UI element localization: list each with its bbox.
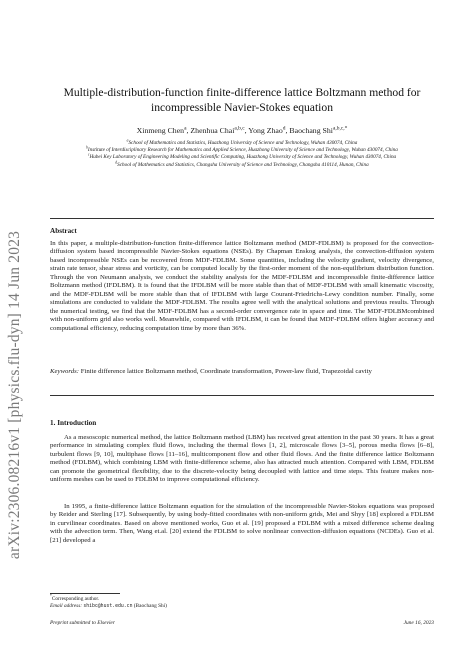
affiliation [50,154,434,161]
author-affiliation-mark: a,b,c [234,125,245,132]
arxiv-sidebar-stamp [2,160,28,630]
footer-left: Preprint submitted to Elsevier [50,620,115,626]
affiliation-mark: a [126,138,129,143]
affiliation-list [50,140,434,169]
footnotes [50,596,167,610]
author-list: Xinmeng Chen$^a$, Zhenhua Chai$^{a,b,c}$, Yong Zhao$^d$, Baochang Shi$^{a,b,c,*}$ [136,125,348,135]
keywords-text: Finite difference lattice Boltzmann method, Coordinate transformation, Power-law fluid, Trapezoidal cavity [80,368,372,375]
email-label: Email address: [50,603,83,609]
author-affiliation-mark: a [184,125,187,132]
abstract-text: In this paper, a multiple-distribution-function finite-difference lattice Boltzmann method (MDF-FDLBM) is proposed for the convection-diffusion system based incompressible Navier-Stokes equations (NSEs). By Chapman Enskog analysis, the convection-diffusion system based incompressible NSEs can be recovered from MDF-FDLBM. Some quantities, including the velocity gradient, velocity divergence, strain rate tensor, shear stress and vorticity, can be computed locally by the first-order moment of the non-equilibrium distribution function. Through the von Neumann analysis, we conduct the stability analysis for the MDF-FDLBM and incompressible finite-difference lattice Boltzmann method (IFDLBM). It is found that the IFDLBM will be more stable than that of MDF-FDLBM with small kinematic viscosity, and the MDF-FDLBM will be more stable than that of IFDLBM with large Courant-Friedrichs-Lewy condition number. Finally, some simulations are conducted to validate the MDF-FDLBM. The results agree well with the analytical solutions and previous results. Through the numerical testing, we find that the MDF-FDLBM has a second-order convergence rate in space and time. The MDF-FDLBMcombined with non-uniform grid also works well. Meanwhile, compared with IFDLBM, it can be found that MDF-FDLBM offers higher accuracy and computational efficiency, reducing computation time by more than 36%. [50,240,434,332]
affiliation-text: School of Mathematics and Statistics, Changsha University of Science and Technology, Changsha 410114, Hunan, China [117,161,369,168]
author-name: Xinmeng Chen [136,126,185,135]
intro-paragraph: In 1995, a finite-difference lattice Boltzmann equation for the simulation of the incompressible Navier-Stokes equations was proposed by Reider and Sterling [17]. Subsequently, by using body-fitted coordinates with non-uniform grids, Mei and Shyy [18] explored a FDLBM in curvilinear coordinates. Based on above mentioned works, Guo et al. [19] proposed a FDLBM with a mixed difference scheme dealing with the advection term. Then, Wang et.al. [20] extend the FDLBM to solve nonlinear convection-diffusion equations (NCDEs). Guo et al. [21] developed a [50,503,434,544]
page-footer [50,620,434,626]
keywords [50,368,434,376]
arxiv-identifier: arXiv:2306.08216v1 [physics.flu-dyn] 14 Jun 2023 [6,230,23,560]
affiliation-text: Institute of Interdisciplinary Research for Mathematics and Applied Science, Huazhong University of Science and Technology, Wuhan 430074, China [87,147,398,154]
abstract-top-rule [50,218,434,219]
affiliation-mark: c [87,152,90,157]
author-name: Yong Zhao [248,126,283,135]
author-name: Baochang Shi [289,126,333,135]
corresponding-author-text: Corresponding author. [51,596,100,602]
affiliation [50,159,434,169]
section-heading-introduction: 1. Introduction [50,419,97,427]
author-affiliation-mark: d [282,125,286,132]
affiliation-text: School of Mathematics and Statistics, Huazhong University of Science and Technology, Wuhan 430074, China [128,140,358,146]
email-note [50,603,167,610]
paper-title: Multiple-distribution-function finite-difference lattice Boltzmann method for incompressible Navier-Stokes equation [63,86,421,114]
affiliation-text: Hubei Key Laboratory of Engineering Modeling and Scientific Computing, Huazhong University of Science and Technology, Wuhan 430074, China [89,154,397,161]
email-owner: (Baochang Shi) [133,603,167,609]
affiliation-mark: d [115,159,118,164]
author-affiliation-mark: a,b,c,* [332,125,348,132]
footnote-rule [50,593,120,594]
abstract-heading: Abstract [50,227,77,235]
footer-date: June 16, 2023 [403,620,434,626]
author-name: Zhenhua Chai [190,126,235,135]
keywords-label: Keywords: [50,368,79,375]
intro-paragraph: As a mesoscopic numerical method, the lattice Boltzmann method (LBM) has received great attention in the past 30 years. It has a great performance in simulating complex fluid flows, including the thermal flows [1, 2], microscale flows [3–5], porous media flows [6–8], turbulent flows [9, 10], multiphase flows [11–16], multicomponent flow and other fluid flows. And the finite difference lattice Boltzmann method (FDLBM), which combining LBM with finite-difference scheme, also has attracted much attention. Compared with LBM, FDLBM can promote the geometrical flexibility, due to the discrete-velocity being decoupled with lattice and time steps. This feature makes non-uniform meshes can be used to FDLBM to improve computational efficiency. [50,434,434,484]
affiliation-mark: b [86,145,88,150]
abstract-bottom-rule [50,395,434,396]
corresponding-author-note: *Corresponding author. [50,594,100,602]
email-address[interactable]: shibc@hust.edu.cn [83,604,133,609]
